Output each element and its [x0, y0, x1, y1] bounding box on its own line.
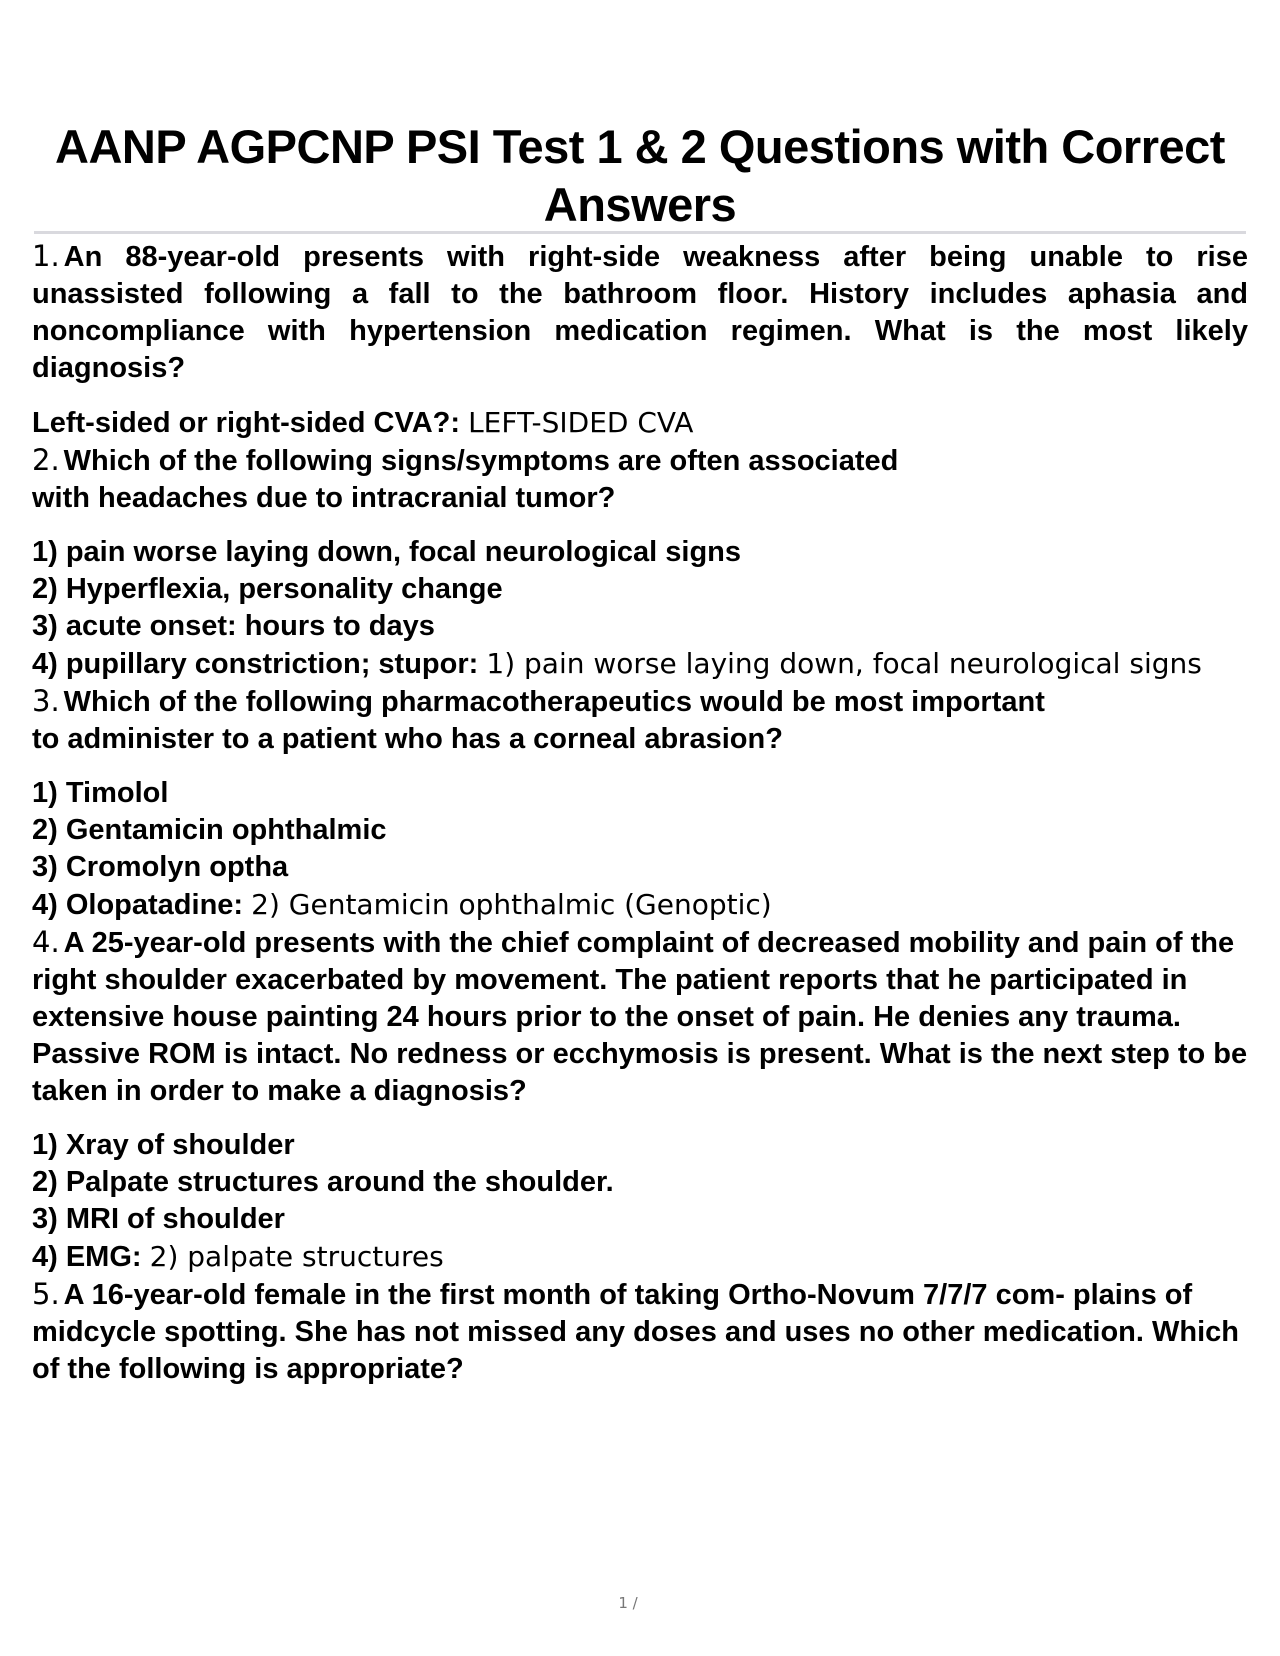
- question-2-text-line-1: Which of the following signs/symptoms are often associated: [63, 445, 899, 477]
- spacer: [32, 1110, 1248, 1127]
- question-3-stem: [32, 683, 1248, 758]
- page-number: 1 /: [618, 1594, 638, 1612]
- question-2-options: [32, 534, 1248, 683]
- spacer: [32, 517, 1248, 534]
- question-4-option-4: 4) EMG:: [32, 1241, 142, 1273]
- question-3: [32, 683, 1248, 924]
- question-4-text: A 25-year-old presents with the chief complaint of decreased mobility and pain of the right shoulder exacerbated by movement. The patient reports that he participated in extensive house painting 24 hours prior to the onset of pain. He denies any trauma. Passive ROM is intact. No redness or ecchymosis is present. What is the next step to be taken in order to make a diagnosis?: [32, 927, 1248, 1107]
- question-1: [32, 238, 1248, 442]
- question-3-answer: 2) Gentamicin ophthalmic (Genoptic): [251, 888, 772, 921]
- question-4: [32, 924, 1248, 1276]
- question-5-text: A 16-year-old female in the first month of taking Ortho-Novum 7/7/7 com- plains of midcycle spotting. She has not missed any doses and uses no other medication. Which of the following is appropriate?: [32, 1279, 1239, 1385]
- question-2-number: 2.: [32, 443, 60, 477]
- question-1-answer: LEFT-SIDED CVA: [468, 406, 694, 439]
- question-5-number: 5.: [32, 1277, 60, 1311]
- document-title: AANP AGPCNP PSI Test 1 & 2 Questions with Correct Answers: [55, 120, 1225, 231]
- question-4-options: [32, 1127, 1248, 1276]
- question-4-option-2: 2) Palpate structures around the shoulder.: [32, 1166, 614, 1198]
- question-1-prompt: Left-sided or right-sided CVA?:: [32, 407, 461, 439]
- question-4-number: 4.: [32, 925, 60, 959]
- question-5-stem: [32, 1276, 1248, 1388]
- question-4-answer: 2) palpate structures: [149, 1240, 444, 1273]
- question-3-text-line-2: to administer to a patient who has a corneal abrasion?: [32, 723, 783, 755]
- question-4-option-3: 3) MRI of shoulder: [32, 1203, 285, 1235]
- title-divider: [34, 231, 1246, 234]
- question-3-option-4-line: [32, 889, 772, 921]
- question-2-option-2: 2) Hyperflexia, personality change: [32, 573, 503, 605]
- question-3-option-3: 3) Cromolyn optha: [32, 851, 289, 883]
- question-4-option-1: 1) Xray of shoulder: [32, 1129, 295, 1161]
- question-1-number: 1.: [32, 239, 60, 273]
- question-2: [32, 442, 1248, 683]
- question-3-option-4: 4) Olopatadine:: [32, 889, 244, 921]
- question-3-options: [32, 775, 1248, 924]
- question-2-option-1: 1) pain worse laying down, focal neurological signs: [32, 536, 742, 568]
- question-1-stem: [32, 238, 1248, 387]
- question-5: [32, 1276, 1248, 1388]
- question-2-stem: [32, 442, 1248, 517]
- spacer: [32, 758, 1248, 775]
- question-3-option-1: 1) Timolol: [32, 777, 169, 809]
- spacer: [32, 387, 1248, 404]
- question-1-prompt-line: [32, 404, 1248, 442]
- question-1-text: An 88-year-old presents with right-side weakness after being unable to rise unassisted following a fall to the bathroom floor. History includes aphasia and noncompliance with hypertension medication regimen. What is the most likely diagnosis?: [32, 241, 1248, 384]
- question-2-text-line-2: with headaches due to intracranial tumor?: [32, 482, 616, 514]
- question-4-stem: [32, 924, 1248, 1110]
- question-2-answer: 1) pain worse laying down, focal neurological signs: [486, 647, 1202, 680]
- question-3-number: 3.: [32, 684, 60, 718]
- question-2-option-4: 4) pupillary constriction; stupor:: [32, 648, 479, 680]
- question-3-option-2: 2) Gentamicin ophthalmic: [32, 814, 387, 846]
- question-list: [32, 238, 1248, 1388]
- question-3-text-line-1: Which of the following pharmacotherapeutics would be most important: [63, 686, 1045, 718]
- question-2-option-4-line: [32, 648, 1202, 680]
- question-4-option-4-line: [32, 1241, 444, 1273]
- question-2-option-3: 3) acute onset: hours to days: [32, 610, 435, 642]
